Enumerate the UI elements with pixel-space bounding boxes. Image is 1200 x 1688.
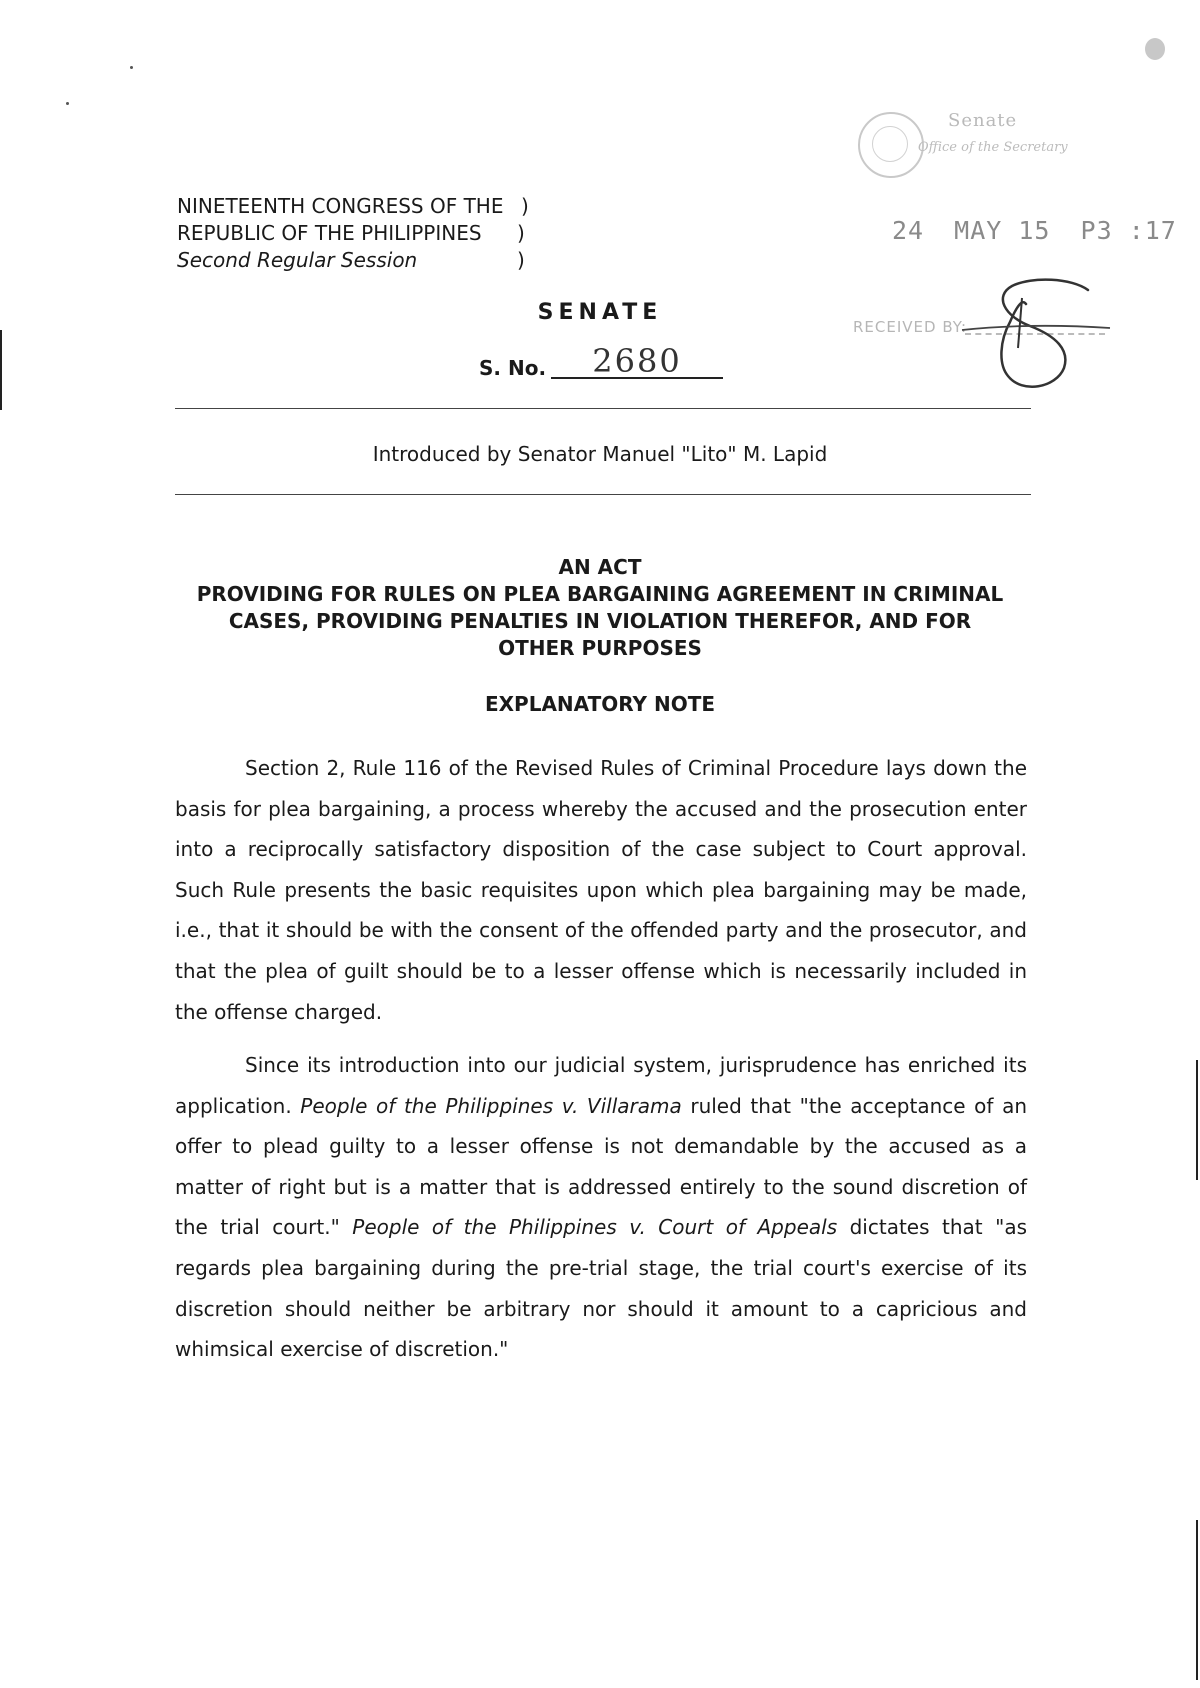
republic-line: REPUBLIC OF THE PHILIPPINES [177, 221, 482, 245]
scan-edge-mark [1196, 1520, 1198, 1680]
divider-top [175, 408, 1031, 409]
act-title [150, 554, 1050, 662]
case-citation: People of the Philippines v. Court of Appeals [352, 1215, 838, 1240]
bill-number: 2680 [592, 342, 682, 380]
stamp-office-text: Office of the Secretary [918, 140, 1068, 155]
act-title-line: OTHER PURPOSES [498, 636, 702, 660]
stamp-month-year: MAY 15 [954, 216, 1051, 245]
act-title-line: AN ACT [558, 555, 642, 579]
divider-bottom [175, 494, 1031, 495]
scan-edge-mark [1196, 1060, 1198, 1180]
act-title-line: CASES, PROVIDING PENALTIES IN VIOLATION THEREFOR, AND FOR [228, 609, 972, 633]
explanatory-note-title: EXPLANATORY NOTE [484, 692, 716, 716]
stamp-day: 24 [892, 216, 925, 245]
bill-number-underline [551, 377, 723, 379]
paragraph-text: dictates that "as regards plea bargaining during the pre-trial stage, the trial court's exercise of its discretion should neither be arbitrary nor should it amount to a capricious and whimsical exercise of discretion." [175, 1215, 1028, 1362]
received-by-label: RECEIVED BY: [853, 318, 968, 336]
header-bracket: ) [521, 194, 529, 218]
handwritten-signature [960, 268, 1120, 398]
case-citation: People of the Philippines v. Villarama [300, 1093, 682, 1118]
chamber-title: SENATE [537, 300, 663, 325]
scan-smudge [1145, 38, 1165, 60]
header-bracket: ) [517, 248, 525, 272]
received-date-stamp [892, 216, 1191, 245]
scan-speck [130, 66, 133, 69]
introduced-by: Introduced by Senator Manuel "Lito" M. Lapid [372, 442, 828, 466]
act-title-line: PROVIDING FOR RULES ON PLEA BARGAINING AGREEMENT IN CRIMINAL [196, 582, 1004, 606]
congress-line: NINETEENTH CONGRESS OF THE [177, 194, 504, 218]
bill-number-label: S. No. [479, 356, 547, 380]
session-line: Second Regular Session [177, 248, 418, 272]
stamp-time: P3 :17 [1080, 216, 1177, 245]
paragraph-text: ruled that "the acceptance of an offer to plead guilty to a lesser offense is not demandable by the accused as a matter of right but is a matter that is addressed entirely to the sound discretion of the trial court." [175, 1093, 1027, 1240]
scan-edge-mark [0, 330, 2, 410]
senate-seal-stamp [858, 112, 924, 178]
stamp-senate-text: Senate [948, 110, 1018, 131]
body-paragraph-1: Section 2, Rule 116 of the Revised Rules of Criminal Procedure lays down the basis for plea bargaining, a process whereby the accused and the prosecution enter into a reciprocally satisfactory disposition of the case subject to Court approval. Such Rule presents the basic requisites upon which plea bargaining may be made, i.e., that it should be with the consent of the offended party and the prosecutor, and that the plea of guilt should be to a lesser offense which is necessarily included in the offense charged. [175, 756, 1027, 1024]
header-bracket: ) [517, 221, 525, 245]
paragraph-text: Since its introduction into our judicial system, jurisprudence has enriched its application. [175, 1053, 1027, 1118]
body-paragraph-2 [175, 1045, 1027, 1370]
scan-speck [66, 102, 69, 105]
